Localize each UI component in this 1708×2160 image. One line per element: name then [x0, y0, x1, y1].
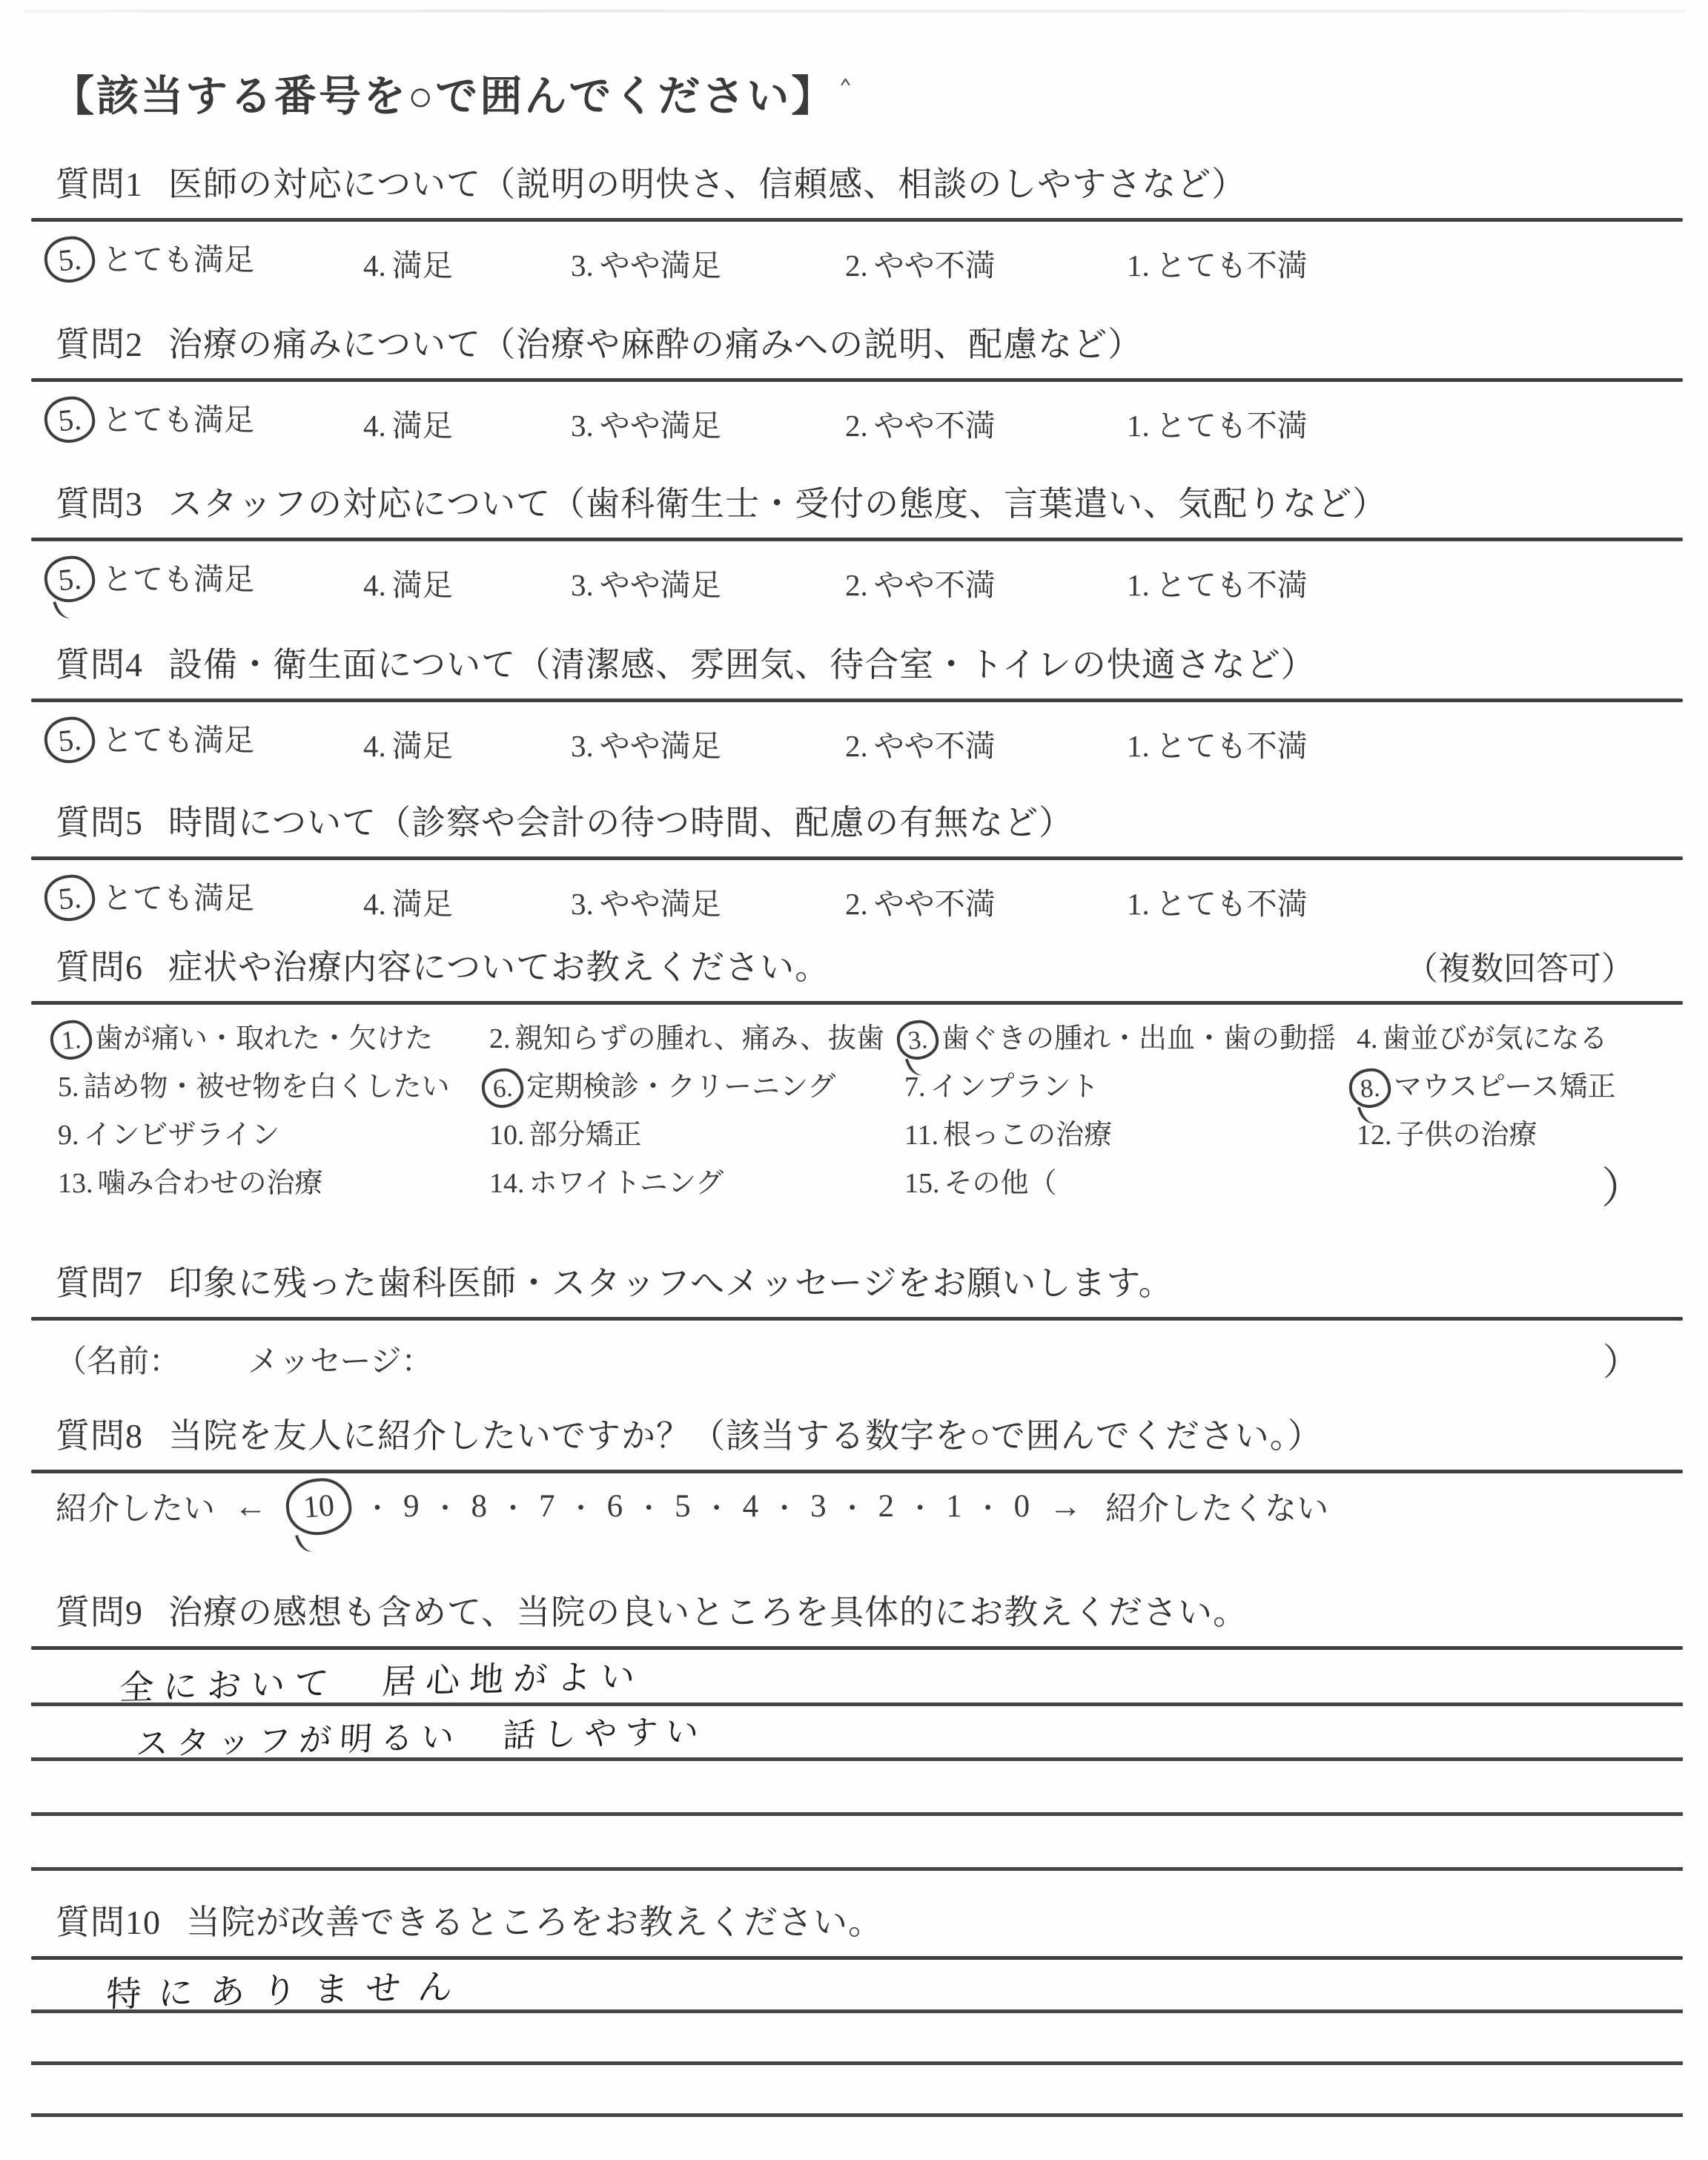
handwritten-circle	[480, 1066, 525, 1109]
dot-separator: ・	[907, 1493, 934, 1523]
question-label: 質問4	[56, 646, 143, 684]
close-paren: ）	[1603, 1341, 1640, 1383]
question-1-options	[31, 231, 1683, 293]
rating-option-3	[571, 879, 721, 923]
writing-line	[31, 2013, 1683, 2065]
question-9-writing-area	[31, 1651, 1683, 1871]
name-field-label: （名前：	[56, 1345, 181, 1379]
question-1-heading	[56, 157, 1683, 206]
rating-option-5-selected	[44, 235, 254, 279]
question-label: 質問5	[56, 804, 143, 842]
question-8-heading	[56, 1409, 1683, 1458]
writing-line	[31, 1651, 1683, 1706]
option-label: 詰め物・被せ物を白くしたい	[83, 1071, 450, 1103]
treatment-option-8-selected	[1357, 1063, 1615, 1104]
option-number: 2.	[845, 887, 868, 921]
option-number: 4.	[363, 887, 386, 921]
handwritten-circle	[896, 1018, 940, 1061]
option-number: 1.	[1127, 729, 1150, 763]
dot-separator: ・	[703, 1493, 730, 1523]
divider-rule	[31, 1001, 1683, 1005]
question-6-heading	[31, 940, 1683, 989]
treatment-option-10	[489, 1112, 642, 1152]
option-number: 1.	[60, 1023, 82, 1055]
option-label: とても満足	[102, 242, 254, 277]
form-title-text: 【該当する番号を○で囲んでください】	[52, 73, 836, 120]
rating-option-4	[363, 561, 453, 604]
question-label: 質問7	[56, 1264, 143, 1302]
question-label: 質問9	[56, 1593, 143, 1631]
option-label: やや不満	[873, 887, 996, 921]
question-3-section	[31, 477, 1683, 612]
question-10-heading	[56, 1895, 1683, 1944]
nps-scale-row	[56, 1484, 1683, 1529]
question-title: 当院を友人に紹介したいですか？（該当する数字を○で囲んでください。）	[168, 1417, 1323, 1455]
option-number: 4.	[363, 409, 386, 443]
question-6-section	[31, 940, 1683, 1214]
rating-option-5-selected	[44, 873, 254, 917]
scale-number-0: 0	[1013, 1489, 1030, 1524]
form-title-mark: ＾	[835, 73, 858, 94]
option-number: 2.	[845, 409, 868, 443]
option-label: とても不満	[1155, 409, 1308, 443]
option-number: 9.	[58, 1120, 79, 1151]
option-label: 満足	[391, 887, 453, 921]
rating-option-2	[845, 561, 996, 604]
form-title	[52, 62, 857, 123]
treatment-option-4	[1357, 1015, 1608, 1056]
scale-number-10-selected: 10	[302, 1487, 336, 1525]
multiple-answers-note: （複数回答可）	[1406, 951, 1634, 987]
writing-line	[31, 1706, 1683, 1761]
question-7-heading	[56, 1256, 1683, 1305]
question-5-heading	[56, 796, 1683, 845]
writing-line	[31, 2117, 1683, 2160]
question-7-section	[31, 1256, 1683, 1386]
rating-option-1	[1127, 561, 1308, 604]
option-label: 子供の治療	[1396, 1120, 1537, 1151]
question-9-heading	[56, 1585, 1683, 1634]
treatment-option-3-selected	[904, 1015, 1336, 1056]
question-4-options	[31, 711, 1683, 773]
option-number: 2.	[845, 248, 868, 283]
question-10-writing-area	[31, 1961, 1683, 2160]
treatment-option-6-selected	[489, 1063, 835, 1104]
scan-edge-artifact	[25, 10, 1686, 13]
divider-rule	[31, 1956, 1683, 1960]
option-number: 4.	[363, 568, 386, 602]
question-10-section	[31, 1895, 1683, 2160]
option-label: インプラント	[930, 1071, 1099, 1103]
treatment-option-13	[58, 1160, 323, 1200]
scale-number-1: 1	[946, 1489, 962, 1524]
rating-option-1	[1127, 721, 1308, 765]
option-number: 2.	[845, 568, 868, 602]
rating-option-4	[363, 241, 453, 285]
question-title: 時間について（診察や会計の待つ時間、配慮の有無など）	[168, 804, 1074, 842]
option-label: とても満足	[102, 562, 254, 596]
scale-number-6: 6	[606, 1489, 623, 1524]
option-number: 3.	[907, 1023, 929, 1055]
option-number: 15.	[904, 1168, 940, 1199]
handwritten-answer: スタッフが明るい 話しやすい	[135, 1712, 708, 1763]
treatment-option-2	[489, 1015, 884, 1056]
handwritten-circle	[42, 394, 96, 445]
question-9-section	[31, 1585, 1683, 1871]
option-number: 3.	[571, 248, 594, 283]
option-number: 5.	[56, 721, 83, 759]
question-2-heading	[56, 317, 1683, 366]
rating-option-4	[363, 401, 453, 445]
scale-left-label: 紹介したい	[56, 1492, 215, 1527]
option-label: ホワイトニング	[529, 1168, 724, 1199]
treatment-option-5	[58, 1063, 450, 1104]
scale-number-7: 7	[539, 1489, 555, 1524]
option-label: 歯ぐきの腫れ・出血・歯の動揺	[941, 1023, 1337, 1054]
option-label: とても満足	[102, 723, 254, 757]
option-label: とても満足	[102, 881, 254, 915]
scale-number-5: 5	[675, 1489, 691, 1524]
option-number: 14.	[489, 1168, 525, 1199]
option-label: 根っこの治療	[943, 1120, 1113, 1151]
dot-separator: ・	[771, 1493, 798, 1523]
option-number: 10.	[489, 1120, 525, 1151]
option-label: とても不満	[1155, 248, 1308, 283]
option-label: インビザライン	[83, 1120, 280, 1151]
option-label: やや不満	[873, 248, 996, 283]
option-label: とても不満	[1155, 568, 1308, 602]
option-label: その他（	[944, 1168, 1057, 1199]
dot-separator: ・	[500, 1493, 527, 1523]
question-4-section	[31, 638, 1683, 773]
handwritten-circle	[42, 234, 96, 285]
option-number: 13.	[58, 1168, 93, 1199]
rating-option-2	[845, 241, 996, 285]
question-6-heading-text	[56, 940, 830, 989]
option-label: 歯が痛い・取れた・欠けた	[95, 1023, 434, 1054]
rating-option-3	[571, 241, 721, 285]
handwritten-circle	[42, 873, 96, 923]
option-label: とても不満	[1155, 729, 1308, 763]
option-number: 5.	[56, 879, 83, 916]
question-label: 質問10	[56, 1903, 161, 1941]
option-label: 噛み合わせの治療	[97, 1168, 323, 1199]
option-label: 親知らずの腫れ、痛み、抜歯	[514, 1023, 885, 1054]
rating-option-1	[1127, 241, 1308, 285]
option-number: 6.	[491, 1071, 514, 1103]
treatment-option-15-other	[904, 1160, 1057, 1200]
option-number: 8.	[1359, 1071, 1381, 1103]
handwritten-answer: 特にありません	[105, 1966, 471, 2015]
divider-rule	[31, 698, 1683, 702]
option-number: 12.	[1357, 1120, 1392, 1151]
treatment-option-12	[1357, 1112, 1537, 1152]
option-number: 5.	[58, 1071, 79, 1103]
question-label: 質問8	[56, 1417, 143, 1455]
question-5-options	[31, 869, 1683, 931]
left-arrow-icon: ←	[234, 1488, 267, 1525]
option-label: やや不満	[873, 409, 996, 443]
option-label: やや満足	[599, 409, 721, 443]
treatment-option-1-selected	[58, 1015, 433, 1056]
option-label: とても満足	[102, 403, 254, 437]
rating-option-4	[363, 879, 453, 923]
option-number: 4.	[1357, 1023, 1378, 1054]
question-title: 設備・衛生面について（清潔感、雰囲気、待合室・トイレの快適さなど）	[168, 646, 1316, 684]
message-field-label: メッセージ：	[248, 1345, 433, 1379]
question-2-section	[31, 317, 1683, 453]
question-label: 質問1	[56, 165, 143, 203]
writing-line	[31, 1961, 1683, 2013]
option-label: やや不満	[873, 568, 996, 602]
option-label: 部分矯正	[529, 1120, 642, 1151]
other-close-paren: ）	[1601, 1164, 1645, 1212]
option-number: 4.	[363, 729, 386, 763]
question-title: 当院が改善できるところをお教えください。	[186, 1903, 883, 1941]
question-5-section	[31, 796, 1683, 931]
question-2-options	[31, 391, 1683, 453]
writing-line	[31, 1761, 1683, 1816]
question-8-section	[31, 1409, 1683, 1529]
handwritten-circle	[42, 554, 96, 604]
scale-number-2: 2	[878, 1489, 895, 1524]
option-label: 満足	[391, 409, 453, 443]
rating-option-3	[571, 401, 721, 445]
divider-rule	[31, 538, 1683, 541]
scale-number-9: 9	[403, 1489, 420, 1524]
divider-rule	[31, 1317, 1683, 1321]
divider-rule	[31, 218, 1683, 222]
option-number: 2.	[845, 729, 868, 763]
option-label: 歯並びが気になる	[1382, 1023, 1608, 1054]
option-label: やや満足	[599, 568, 721, 602]
question-1-section	[31, 157, 1683, 293]
option-label: とても不満	[1155, 887, 1308, 921]
rating-option-2	[845, 401, 996, 445]
rating-option-3	[571, 561, 721, 604]
option-number: 1.	[1127, 887, 1150, 921]
handwritten-circle	[284, 1476, 354, 1537]
scale-number-8: 8	[471, 1489, 488, 1524]
divider-rule	[31, 378, 1683, 382]
option-label: やや不満	[873, 729, 996, 763]
question-7-answer-line	[31, 1328, 1683, 1386]
scale-right-label: 紹介したくない	[1105, 1492, 1329, 1527]
option-number: 1.	[1127, 409, 1150, 443]
question-label: 質問2	[56, 326, 143, 363]
option-number: 1.	[1127, 568, 1150, 602]
dot-separator: ・	[431, 1493, 459, 1523]
rating-option-2	[845, 879, 996, 923]
option-number: 7.	[904, 1071, 926, 1103]
question-title: 治療の感想も含めて、当院の良いところを具体的にお教えください。	[168, 1593, 1248, 1631]
question-4-heading	[56, 638, 1683, 687]
dot-separator: ・	[974, 1493, 1002, 1523]
treatment-option-9	[58, 1112, 279, 1152]
rating-option-5-selected	[44, 555, 254, 598]
question-3-options	[31, 550, 1683, 612]
option-number: 1.	[1127, 248, 1150, 283]
dot-separator: ・	[838, 1493, 866, 1523]
handwritten-circle	[42, 715, 96, 765]
option-number: 3.	[571, 729, 594, 763]
handwritten-circle	[49, 1018, 93, 1061]
option-number: 5.	[56, 241, 83, 278]
scale-number-4: 4	[742, 1489, 759, 1524]
option-label: 満足	[391, 729, 453, 763]
rating-option-5-selected	[44, 716, 254, 759]
scale-number-3: 3	[810, 1489, 827, 1524]
treatment-option-11	[904, 1112, 1112, 1152]
rating-option-3	[571, 721, 721, 765]
option-number: 11.	[904, 1120, 939, 1151]
option-label: マウスピース矯正	[1394, 1071, 1616, 1103]
question-title: 印象に残った歯科医師・スタッフへメッセージをお願いします。	[168, 1264, 1174, 1302]
rating-option-1	[1127, 401, 1308, 445]
option-label: 定期検診・クリーニング	[526, 1071, 836, 1103]
handwritten-circle	[1348, 1066, 1392, 1109]
question-label: 質問6	[56, 948, 143, 986]
divider-rule	[31, 1470, 1683, 1473]
rating-option-5-selected	[44, 395, 254, 439]
option-number: 5.	[56, 561, 83, 598]
option-number: 3.	[571, 887, 594, 921]
option-number: 5.	[56, 401, 83, 438]
question-3-heading	[56, 477, 1683, 526]
option-number: 2.	[489, 1023, 511, 1054]
rating-option-1	[1127, 879, 1308, 923]
rating-option-4	[363, 721, 453, 765]
divider-rule	[31, 1646, 1683, 1650]
option-label: 満足	[391, 568, 453, 602]
writing-line	[31, 1816, 1683, 1871]
dot-separator: ・	[567, 1493, 595, 1523]
question-title: 治療の痛みについて（治療や麻酔の痛みへの説明、配慮など）	[168, 326, 1143, 363]
treatment-option-7	[904, 1063, 1099, 1104]
option-label: やや満足	[599, 887, 721, 921]
dot-separator: ・	[635, 1493, 663, 1523]
question-label: 質問3	[56, 485, 143, 523]
writing-line	[31, 2065, 1683, 2117]
question-6-options-grid	[31, 1015, 1683, 1214]
question-title: 医師の対応について（説明の明快さ、信頼感、相談のしやすさなど）	[168, 165, 1247, 203]
option-number: 3.	[571, 568, 594, 602]
option-label: やや満足	[599, 248, 721, 283]
option-number: 3.	[571, 409, 594, 443]
rating-option-2	[845, 721, 996, 765]
right-arrow-icon: →	[1049, 1488, 1082, 1525]
option-label: やや満足	[599, 729, 721, 763]
option-label: 満足	[391, 248, 453, 283]
dot-separator: ・	[364, 1493, 391, 1523]
question-title: スタッフの対応について（歯科衛生士・受付の態度、言葉遣い、気配りなど）	[168, 485, 1388, 523]
divider-rule	[31, 856, 1683, 860]
handwritten-answer: 全において 居心地がよい	[119, 1655, 646, 1708]
question-title: 症状や治療内容についてお教えください。	[168, 948, 830, 986]
treatment-option-14	[489, 1160, 724, 1200]
option-number: 4.	[363, 248, 386, 283]
